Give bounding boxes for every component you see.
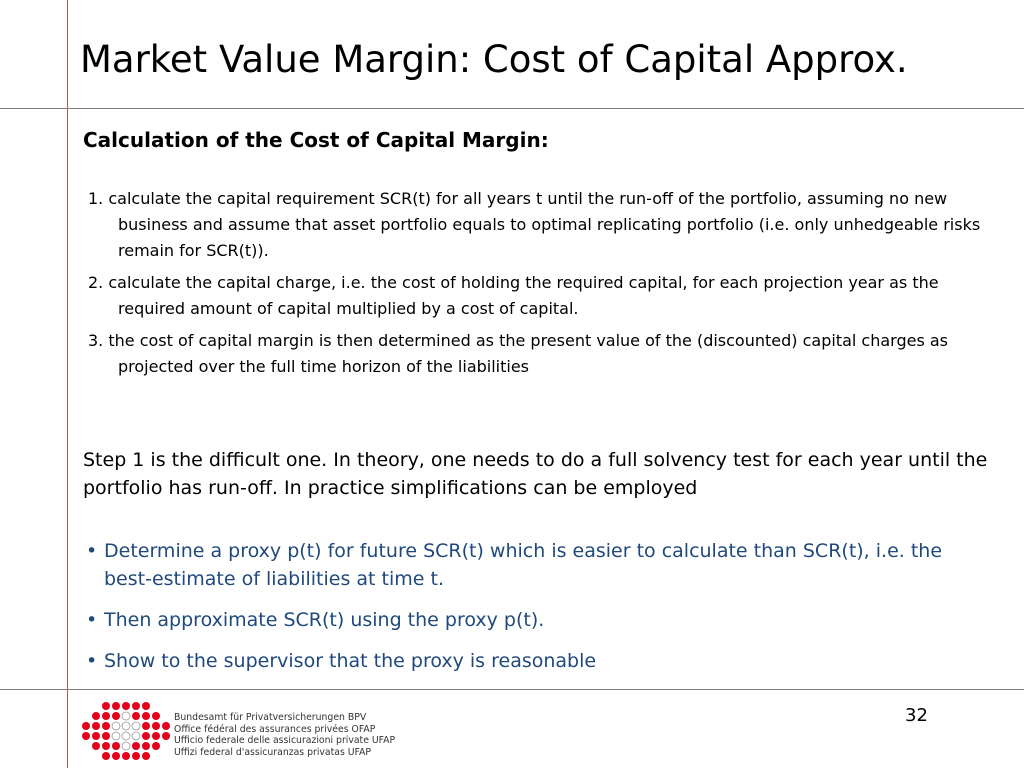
logo-dot: [112, 752, 120, 760]
logo-dot: [122, 722, 130, 730]
logo-dot: [102, 742, 110, 750]
bullet-icon: •: [86, 540, 98, 562]
section-heading: Calculation of the Cost of Capital Margin:: [83, 128, 549, 152]
logo-dot: [122, 702, 130, 710]
step-item-1: 1. calculate the capital requirement SCR(t) for all years t until the run-off of the portfolio, assuming no new business and assume that asset portfolio equals to optimal replicating portfolio (i.e. only unhedgeable risks remain for SCR(t)).: [88, 189, 981, 260]
bullet-icon: •: [86, 650, 98, 672]
logo-dot: [152, 712, 160, 720]
footer-divider: [0, 689, 1024, 690]
logo-dot: [92, 742, 100, 750]
logo-dot: [112, 702, 120, 710]
logo-dot: [152, 732, 160, 740]
footer-line-it: Ufficio federale delle assicurazioni private UFAP: [174, 735, 396, 746]
logo-dot: [132, 702, 140, 710]
logo-dot: [142, 712, 150, 720]
logo-dot: [112, 712, 120, 720]
bullet-icon: •: [86, 609, 98, 631]
page-number: 32: [905, 705, 928, 726]
numbered-steps-list: [88, 186, 1008, 386]
bullet-item-3: [86, 647, 986, 675]
step-one-paragraph: Step 1 is the difficult one. In theory, one needs to do a full solvency test for each year until the portfolio has run-off. In practice simplifications can be employed: [83, 449, 988, 499]
logo-dot: [142, 702, 150, 710]
logo-dot: [142, 722, 150, 730]
bullet-text: Then approximate SCR(t) using the proxy p(t).: [104, 609, 545, 631]
swiss-confederation-logo-icon: [80, 700, 172, 764]
logo-dot: [102, 722, 110, 730]
logo-dot: [102, 702, 110, 710]
logo-dot: [152, 722, 160, 730]
logo-dot: [122, 752, 130, 760]
logo-dot: [112, 722, 120, 730]
bullet-item-1: [86, 537, 986, 593]
logo-dot: [122, 732, 130, 740]
logo-dot: [92, 722, 100, 730]
logo-dot: [132, 712, 140, 720]
vertical-accent-line: [67, 0, 68, 768]
logo-dot: [82, 722, 90, 730]
logo-dot: [132, 752, 140, 760]
footer-agency-names: [174, 712, 395, 758]
logo-dot: [132, 742, 140, 750]
slide-title: Market Value Margin: Cost of Capital Approx.: [80, 38, 908, 81]
step-item-3: 3. the cost of capital margin is then determined as the present value of the (discounted) capital charges as projected over the full time horizon of the liabilities: [88, 331, 949, 376]
footer-line-de: Bundesamt für Privatversicherungen BPV: [174, 712, 367, 723]
logo-dot: [142, 732, 150, 740]
bullet-text: Show to the supervisor that the proxy is reasonable: [104, 650, 597, 672]
logo-dot: [112, 732, 120, 740]
logo-dot: [82, 732, 90, 740]
logo-dot: [132, 722, 140, 730]
title-divider: [0, 108, 1024, 109]
bullet-item-2: [86, 606, 986, 634]
logo-dot: [152, 742, 160, 750]
logo-dot: [162, 722, 170, 730]
logo-dot: [102, 752, 110, 760]
footer-line-fr: Office fédéral des assurances privées OFAP: [174, 723, 376, 735]
logo-dot: [102, 732, 110, 740]
logo-dot: [92, 712, 100, 720]
logo-dot: [132, 732, 140, 740]
bullet-list: [86, 537, 986, 688]
logo-dot: [112, 742, 120, 750]
logo-dot: [142, 742, 150, 750]
step-item-2: 2. calculate the capital charge, i.e. the cost of holding the required capital, for each projection year as the required amount of capital multiplied by a cost of capital.: [88, 273, 939, 318]
bullet-text: Determine a proxy p(t) for future SCR(t) which is easier to calculate than SCR(t), i.e. the best-estimate of liabilities at time t.: [104, 540, 943, 590]
logo-dot: [142, 752, 150, 760]
logo-dot: [122, 742, 130, 750]
logo-dot: [92, 732, 100, 740]
logo-dot: [162, 732, 170, 740]
logo-dot: [122, 712, 130, 720]
logo-dot: [102, 712, 110, 720]
footer-line-rm: Uffizi federal d'assicuranzas privatas UFAP: [174, 746, 372, 758]
